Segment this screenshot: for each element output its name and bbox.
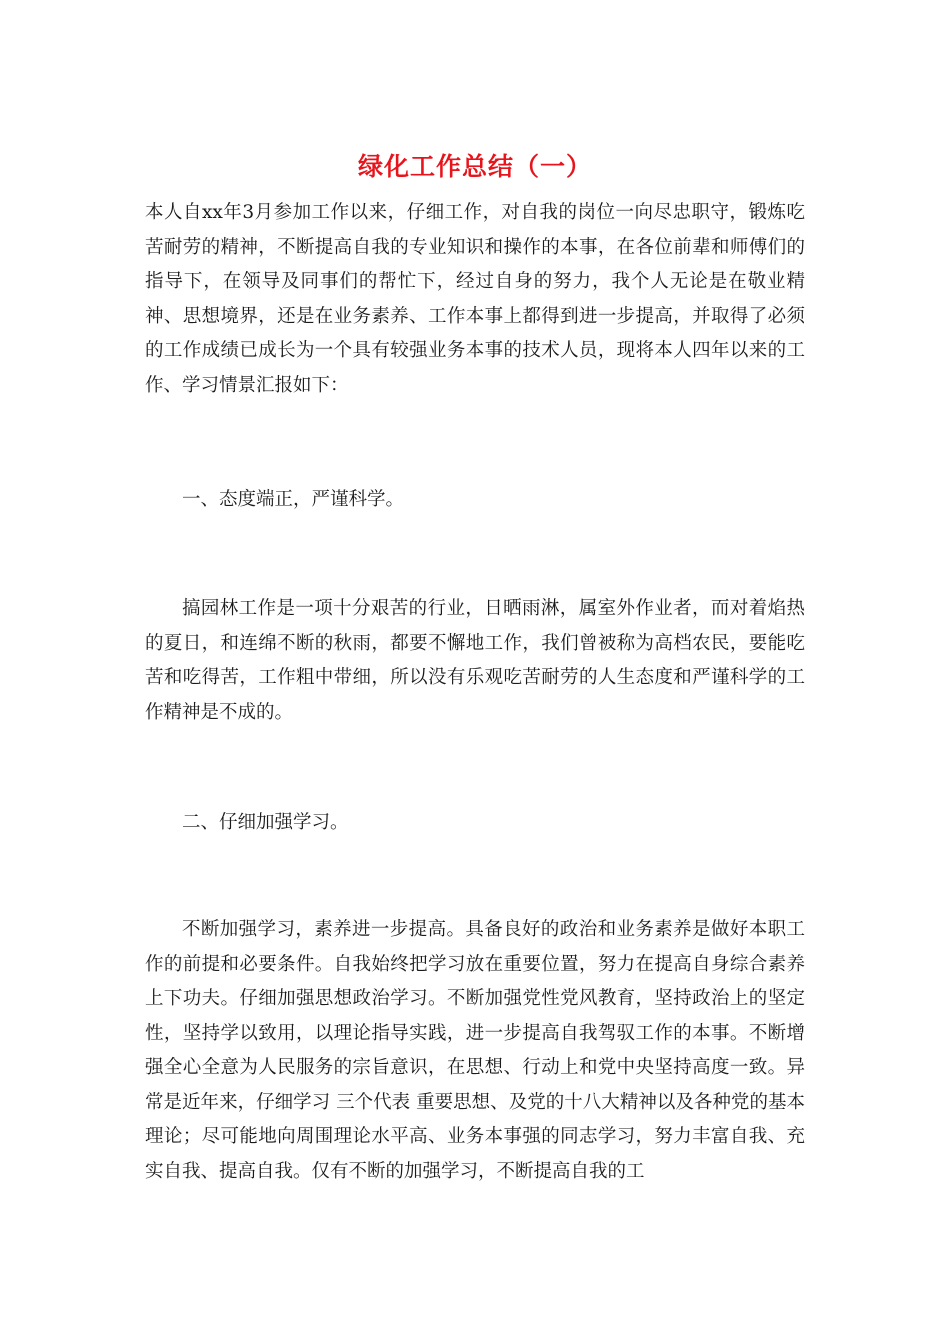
intro-text: 本人自xx年3月参加工作以来，仔细工作，对自我的岗位一向尽忠职守，锻炼吃苦耐劳的精神，不断提高自我的专业知识和操作的本事，在各位前辈和师傅们的指导下，在领导及同事们的帮忙下，经过自身的努力，我个人无论是在敬业精神、思想境界，还是在业务素养、工作本事上都得到进一步提高，并取得了必须的工作成绩已成长为一个具有较强业务本事的技术人员，现将本人四年以来的工作、学习情景汇报如下：: [145, 202, 805, 396]
section-2-paragraph: [145, 913, 805, 1189]
section-1-heading: 一、态度端正，严谨科学。: [182, 489, 405, 510]
document-title: 绿化工作总结（一）: [357, 152, 592, 181]
section-2-text: 不断加强学习，素养进一步提高。具备良好的政治和业务素养是做好本职工作的前提和必要条件。自我始终把学习放在重要位置，努力在提高自身综合素养上下功夫。仔细加强思想政治学习。不断加强党性党风教育，坚持政治上的坚定性，坚持学以致用，以理论指导实践，进一步提高自我驾驭工作的本事。不断增强全心全意为人民服务的宗旨意识，在思想、行动上和党中央坚持高度一致。异常是近年来，仔细学习 三个代表 重要思想、及党的十八大精神以及各种党的基本理论；尽可能地向周围理论水平高、业务本事强的同志学习，努力丰富自我、充实自我、提高自我。仅有不断的加强学习，不断提高自我的工: [145, 919, 805, 1182]
section-1-text: 搞园林工作是一项十分艰苦的行业，日晒雨淋，属室外作业者，而对着焰热的夏日，和连绵不断的秋雨，都要不懈地工作，我们曾被称为高档农民，要能吃苦和吃得苦，工作粗中带细，所以没有乐观吃苦耐劳的人生态度和严谨科学的工作精神是不成的。: [145, 598, 805, 723]
section-2-heading: 二、仔细加强学习。: [182, 812, 349, 833]
intro-paragraph: [145, 196, 805, 403]
section-1-paragraph: [145, 592, 805, 730]
